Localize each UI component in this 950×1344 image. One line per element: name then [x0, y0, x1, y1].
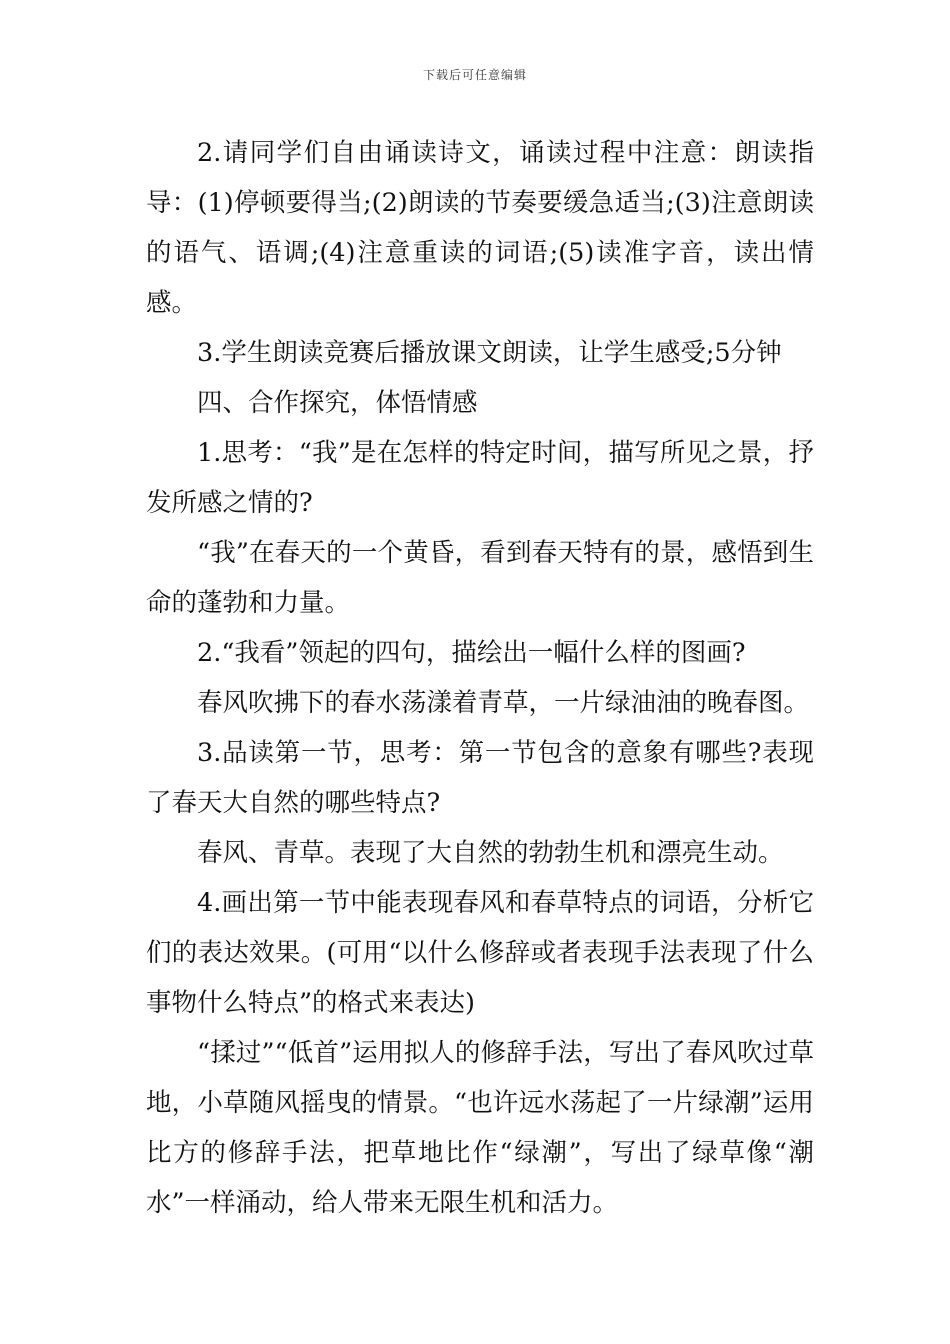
answer-3: 春风、青草。表现了大自然的勃勃生机和漂亮生动。 — [197, 838, 784, 868]
question-2: 2.“我看”领起的四句，描绘出一幅什么样的图画? — [197, 638, 746, 668]
question-4: 4.画出第一节中能表现春风和春草特点的词语，分析它们的表达效果。(可用“以什么修辞或者表现手法表现了什么事物什么特点”的格式来表达) — [146, 888, 814, 1018]
section-heading-cooperative-inquiry: 四、合作探究，体悟情感 — [197, 388, 478, 418]
question-3: 3.品读第一节，思考：第一节包含的意象有哪些?表现了春天大自然的哪些特点? — [146, 738, 814, 818]
paragraph-reading-contest: 3.学生朗读竞赛后播放课文朗读，让学生感受;5分钟 — [197, 338, 782, 368]
answer-2: 春风吹拂下的春水荡漾着青草，一片绿油油的晚春图。 — [197, 688, 810, 718]
paragraph-reading-guidance: 2.请同学们自由诵读诗文，诵读过程中注意：朗读指导：(1)停顿要得当;(2)朗读的节奏要缓急适当;(3)注意朗读的语气、语调;(4)注意重读的词语;(5)读准字音，读出情感。 — [146, 138, 814, 318]
question-1: 1.思考：“我”是在怎样的特定时间，描写所见之景，抒发所感之情的? — [146, 438, 814, 518]
answer-1: “我”在春天的一个黄昏，看到春天特有的景，感悟到生命的蓬勃和力量。 — [146, 538, 814, 618]
answer-4: “揉过”“低首”运用拟人的修辞手法，写出了春风吹过草地，小草随风摇曳的情景。“也许远水荡起了一片绿潮”运用比方的修辞手法，把草地比作“绿潮”，写出了绿草像“潮水”一样涌动，给人带来无限生机和活力。 — [146, 1038, 814, 1218]
document-body — [146, 128, 814, 1228]
page-header: 下载后可任意编辑 — [422, 68, 527, 82]
